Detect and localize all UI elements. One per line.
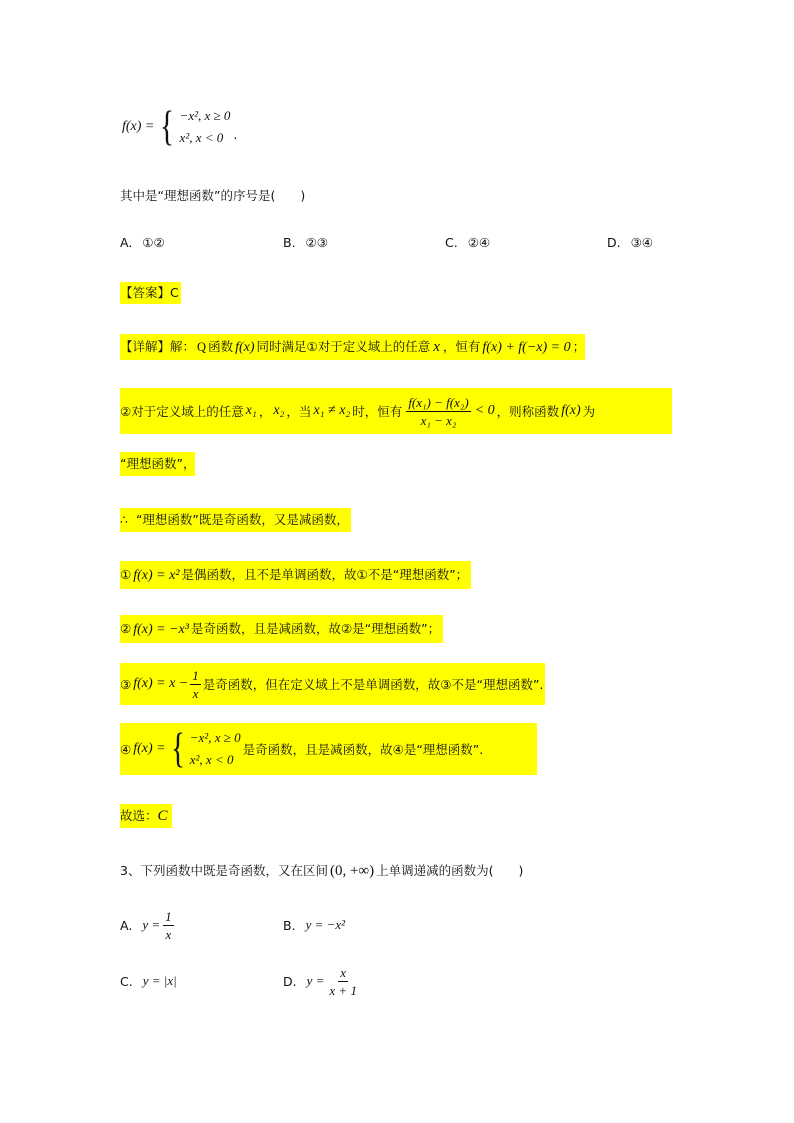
text-condition-2: ②对于定义域上的任意 [120, 404, 244, 419]
math-fx: f(x) [235, 340, 255, 355]
option-letter: C. [120, 973, 133, 989]
option-letter: A. [120, 235, 133, 250]
option-a [120, 235, 165, 250]
cases-block [157, 105, 230, 149]
q3-option-b [283, 906, 345, 944]
option-formula: y = [142, 917, 161, 932]
text-condition-1: 同时满足①对于定义域上的任意 [256, 339, 431, 354]
option-d [607, 235, 653, 250]
case-row-2: x², x < 0 [179, 130, 224, 145]
math-x: x [433, 339, 440, 355]
case-number: ③ [120, 676, 132, 692]
text-conclusion: “理想函数”既是奇函数，又是减函数， [135, 512, 349, 527]
fraction-numerator: 1 [192, 667, 199, 683]
text-semicolon: ； [572, 339, 586, 354]
stem-part-2: 上单调递减的函数为( ) [376, 863, 524, 878]
math-less-than-zero: < 0 [474, 403, 495, 418]
case-text: 是奇函数，但在定义域上不是单调函数，故③不是“理想函数”. [202, 677, 544, 692]
fraction-denominator: x + 1 [329, 982, 357, 998]
question-3-stem [120, 858, 523, 884]
formula-period: . [233, 126, 238, 142]
case-formula: f(x) = [133, 741, 166, 756]
interval: (0, +∞) [329, 863, 375, 879]
detail-tag: 【详解】 [120, 339, 171, 354]
case-number: ① [120, 567, 132, 582]
case-3-line [120, 663, 545, 705]
answer-line [120, 282, 181, 304]
fraction-numerator: 1 [165, 908, 172, 924]
q3-option-d [283, 962, 359, 1000]
option-letter: C. [445, 235, 458, 250]
option-text: ①② [142, 235, 165, 250]
case-formula: f(x) = x − [133, 676, 189, 691]
fraction-denominator: x [165, 926, 172, 942]
text-always: ，恒有 [442, 339, 481, 354]
math-x1-neq-x2: x₁ ≠ x₂ [313, 403, 351, 418]
case-formula: f(x) = −x³ [133, 622, 189, 637]
text-always-2: 时，恒有 [352, 404, 403, 419]
text-when: ，当 [286, 404, 312, 419]
text-is: 为 [582, 404, 596, 419]
left-brace: { [160, 104, 175, 150]
cases-block [168, 727, 241, 771]
case-row-1: −x², x ≥ 0 [189, 730, 241, 745]
answer-tag: 【答案】 [120, 285, 171, 300]
answer-value: C [170, 285, 179, 300]
stem-part-1: 3、下列函数中既是奇函数，又在区间 [120, 863, 328, 878]
math-odd-condition: f(x) + f(−x) = 0 [482, 340, 571, 355]
option-fraction [327, 965, 359, 998]
left-brace: { [170, 726, 185, 772]
text-function: 函数 [208, 339, 234, 354]
piecewise-definition [122, 104, 237, 150]
case-text: 是偶函数，且不是单调函数，故①不是“理想函数”； [181, 567, 469, 582]
text-called: ，则称函数 [496, 404, 560, 419]
option-formula: y = [306, 973, 325, 988]
therefore-symbol: ∴ [120, 512, 128, 527]
detail-line-4 [120, 508, 351, 532]
option-letter: B. [283, 917, 296, 933]
fraction-denominator: x [192, 685, 199, 701]
case-row-1: −x², x ≥ 0 [179, 108, 231, 123]
math-x1: x₁ [245, 403, 257, 418]
because-symbol: Q [197, 340, 207, 354]
question-line: 其中是“理想函数”的序号是( ) [120, 188, 306, 203]
option-fraction [163, 909, 174, 942]
option-c [445, 235, 490, 250]
option-b [283, 235, 328, 250]
choose-line [120, 804, 172, 828]
math-fx-2: f(x) [561, 403, 581, 418]
option-letter: D. [607, 235, 621, 250]
option-text: ③④ [630, 235, 654, 250]
detail-line-1 [120, 334, 585, 360]
q3-option-a [120, 906, 174, 944]
option-letter: B. [283, 235, 296, 250]
reciprocal-fraction [190, 668, 201, 701]
option-text: ②④ [467, 235, 491, 250]
case-text: 是奇函数，且是减函数，故②是“理想函数”； [190, 621, 441, 636]
case-number: ② [120, 621, 132, 636]
detail-line-3: “理想函数”， [120, 452, 195, 476]
case-4-line [120, 723, 537, 775]
text-comma: ， [258, 404, 272, 419]
choose-value: C [157, 808, 168, 824]
detail-line-2 [120, 388, 672, 434]
case-1-line [120, 561, 471, 589]
q3-option-c [120, 962, 177, 1000]
fraction-denominator: x₁ − x₂ [420, 412, 457, 428]
math-x2: x₂ [273, 403, 285, 418]
case-row-2: x², x < 0 [189, 752, 234, 767]
solution-label: 解： [170, 339, 196, 354]
case-number: ④ [120, 741, 132, 757]
option-letter: D. [283, 973, 297, 989]
case-text: 是奇函数，且是减函数，故④是“理想函数”. [242, 742, 484, 757]
fraction-numerator: x [340, 964, 347, 980]
function-lhs: f(x) = [122, 119, 155, 134]
option-letter: A. [120, 917, 133, 933]
difference-quotient [406, 395, 470, 428]
option-formula: y = |x| [142, 973, 177, 988]
option-formula: y = −x² [305, 917, 346, 932]
case-formula: f(x) = x² [133, 568, 180, 583]
case-2-line [120, 615, 443, 643]
choose-label: 故选： [120, 808, 158, 823]
option-text: ②③ [305, 235, 328, 250]
fraction-numerator: f(x₁) − f(x₂) [408, 394, 469, 410]
